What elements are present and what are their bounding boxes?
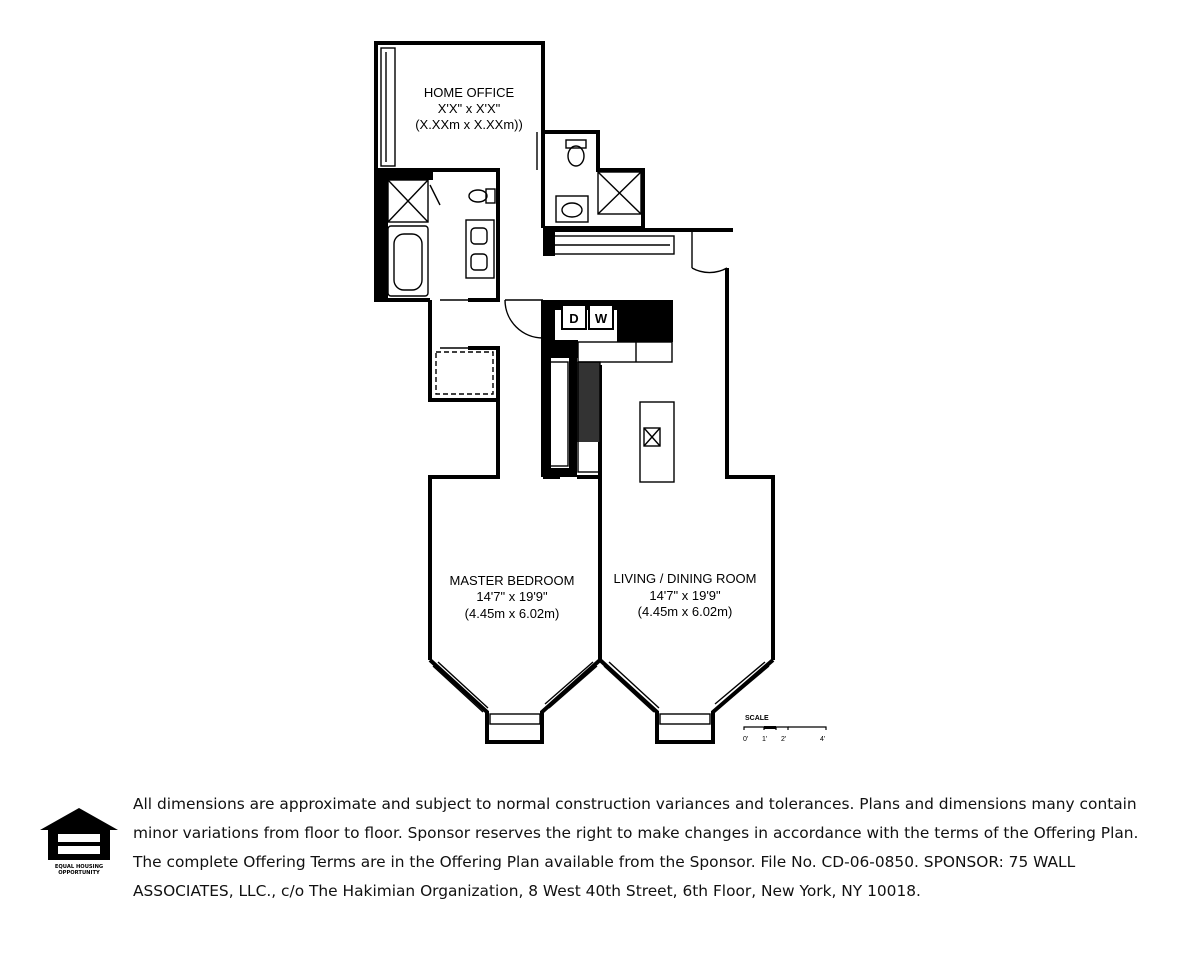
living-dining-label bbox=[613, 571, 756, 619]
scale-tick-3: 4' bbox=[820, 736, 826, 743]
wall-fills bbox=[376, 170, 673, 477]
master-bedroom-metric: (4.45m x 6.02m) bbox=[464, 606, 560, 621]
master-bedroom-label bbox=[450, 573, 575, 621]
scale-bar bbox=[743, 715, 826, 743]
living-dining-metric: (4.45m x 6.02m) bbox=[637, 604, 733, 619]
scale-tick-1: 1' bbox=[762, 736, 768, 743]
home-office-name: HOME OFFICE bbox=[423, 85, 515, 100]
disclaimer-text: All dimensions are approximate and subject to normal construction variances and tolerances. Plans and dimensions many contain minor variations from floor to floor. Sponsor reserves the right to make changes in accordance with the terms of the Offering Plan. The complete Offering Terms are in the Offering Plan available from the Sponsor. File No. CD-06-0850. SPONSOR: 75 WALL ASSOCIATES, LLC., c/o The Hakimian Organization, 8 West 40th Street, 6th Floor, New York, NY 10018. bbox=[133, 795, 1139, 900]
living-dining-imperial: 14'7" x 19'9" bbox=[649, 588, 721, 603]
equal-housing-logo-icon bbox=[38, 806, 120, 862]
master-bedroom-imperial: 14'7" x 19'9" bbox=[476, 589, 548, 604]
equal-housing-text: EQUAL HOUSING OPPORTUNITY bbox=[54, 864, 104, 876]
home-office-imperial: X'X" x X'X" bbox=[437, 101, 501, 116]
home-office-metric: (X.XXm x X.XXm)) bbox=[415, 117, 523, 132]
scale-tick-0: 0' bbox=[743, 736, 749, 743]
scale-title: SCALE bbox=[745, 715, 769, 722]
home-office-label bbox=[415, 85, 523, 132]
master-bedroom-name: MASTER BEDROOM bbox=[449, 573, 575, 588]
dryer-label: D bbox=[569, 311, 579, 326]
living-dining-name: LIVING / DINING ROOM bbox=[613, 571, 757, 586]
washer-label: W bbox=[594, 311, 608, 326]
scale-tick-2: 2' bbox=[781, 736, 787, 743]
